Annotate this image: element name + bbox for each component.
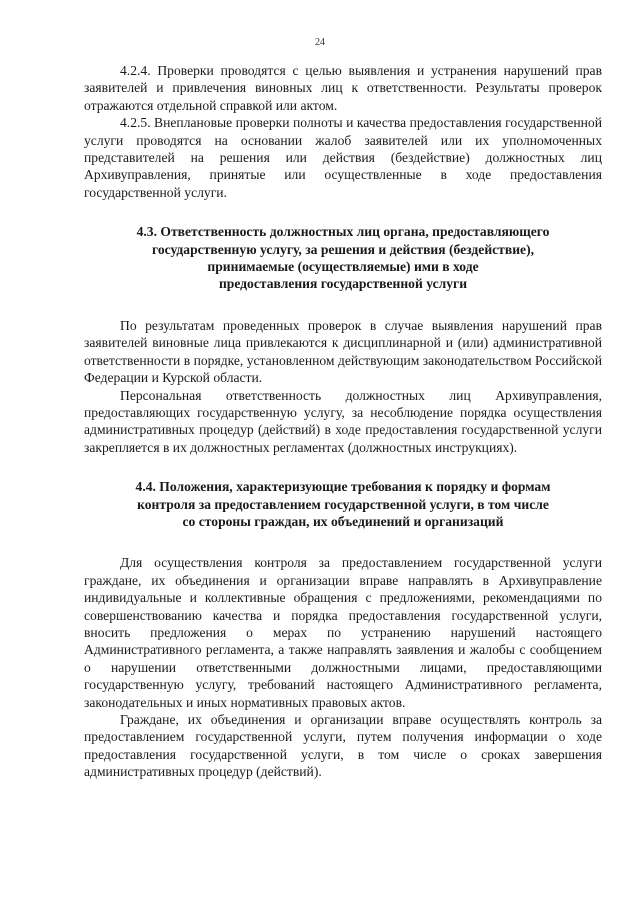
heading-line: со стороны граждан, их объединений и организаций [182,513,504,529]
section-4-3-paragraph: По результатам проведенных проверок в случае выявления нарушений прав заявителей виновные лица привлекаются к дисциплинарной и (или) административной ответственности в порядке, установленном действующим законодательством Российской Федерации и Курской области. [84,317,602,386]
heading-line: контроля за предоставлением государственной услуги, в том числе [137,496,549,512]
section-4-3-paragraph: Персональная ответственность должностных лиц Архивуправления, предоставляющих государственную услугу, за несоблюдение порядка осуществления административных процедур (действий) в ходе предоставления государственной услуги закрепляется в их должностных регламентах (должностных инструкциях). [84,387,602,455]
paragraph-4-2-4: 4.2.4. Проверки проводятся с целью выявления и устранения нарушений прав заявителей и привлечения виновных лиц к ответственности. Результаты проверок отражаются отдельной справкой или актом. [84,63,602,113]
heading-line: 4.4. Положения, характеризующие требования к порядку и формам [135,479,551,495]
section-4-4-paragraph: Для осуществления контроля за предоставлением государственной услуги граждане, их объединения и организации вправе направлять в Архивуправление индивидуальные и коллективные обращения с предложениями, рекомендациями по совершенствованию качества и порядка предоставления государственной услуги, вносить предложения о мерах по устранению нарушений настоящего Административного регламента, а также направлять заявления и жалобы с сообщением о нарушении ответственными должностными лицами, предоставляющими государственную услугу, требований настоящего Административного регламента, законодательных и иных нормативных правовых актов. [84,555,602,710]
heading-line: 4.3. Ответственность должностных лиц органа, предоставляющего [136,224,550,240]
section-4-3-heading [84,223,602,293]
heading-line: предоставления государственной услуги [218,276,468,292]
section-4-4-heading [84,478,602,530]
page-content [84,62,602,781]
section-4-4-paragraph: Граждане, их объединения и организации вправе осуществлять контроль за предоставлением государственной услуги, путем получения информации о ходе предоставления государственной услуги, в том числе о сроках завершения административных процедур (действий). [84,712,602,780]
paragraph-4-2-5: 4.2.5. Внеплановые проверки полноты и качества предоставления государственной услуги проводятся на основании жалоб заявителей или их уполномоченных представителей на решения или действия (бездействие) должностных лиц Архивуправления, принятые или осуществленные в ходе предоставления государственной услуги. [84,115,602,200]
page-number: 24 [315,37,325,48]
heading-line: государственную услугу, за решения и действия (бездействие), [151,241,534,257]
heading-line: принимаемые (осуществляемые) ими в ходе [207,259,479,275]
